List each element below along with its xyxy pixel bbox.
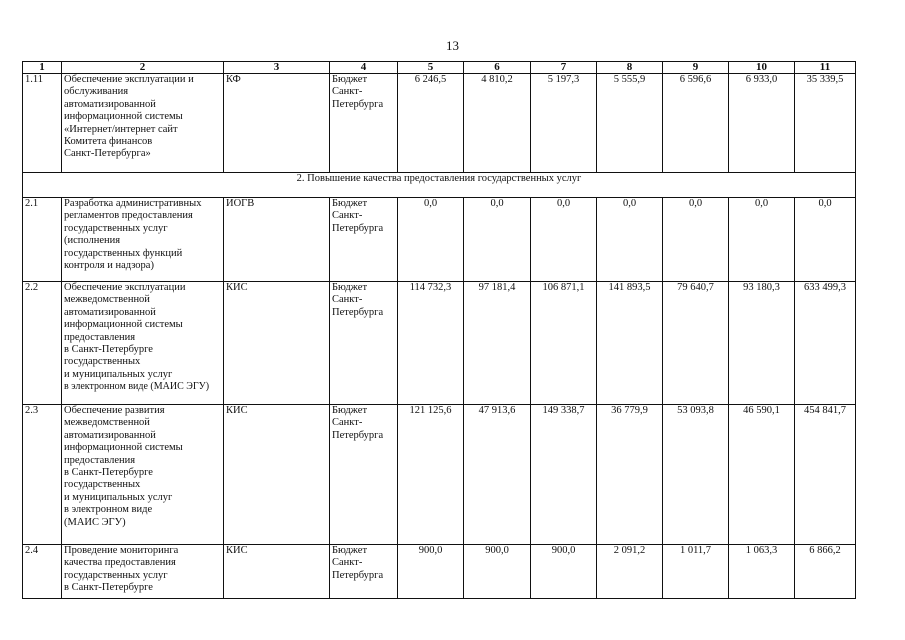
name-line: (исполнения	[64, 235, 121, 247]
value-cell: 114 732,3	[398, 282, 464, 405]
name-line: в Санкт-Петербурге	[64, 344, 153, 356]
name-line: Обеспечение эксплуатации и	[64, 74, 194, 85]
row-index: 2.3	[23, 405, 62, 545]
value-cell: 4 810,2	[464, 74, 531, 173]
source-line: Бюджет	[332, 405, 368, 416]
row-source	[330, 198, 398, 282]
source-line: Петербурга	[332, 98, 384, 110]
value-cell: 0,0	[398, 198, 464, 282]
row-name	[62, 545, 224, 599]
row-name	[62, 282, 224, 405]
value-cell: 5 197,3	[531, 74, 597, 173]
column-header: 6	[464, 62, 531, 74]
row-executor: КФ	[224, 74, 330, 173]
name-line: и муниципальных услуг	[64, 491, 173, 503]
name-line: межведомственной	[64, 417, 150, 429]
column-header: 9	[663, 62, 729, 74]
value-cell: 47 913,6	[464, 405, 531, 545]
value-cell: 93 180,3	[729, 282, 795, 405]
source-line: Санкт-	[332, 210, 363, 222]
row-index: 2.1	[23, 198, 62, 282]
row-index: 2.4	[23, 545, 62, 599]
source-line: Петербурга	[332, 569, 384, 581]
value-cell: 97 181,4	[464, 282, 531, 405]
name-line: государственных	[64, 479, 141, 491]
column-header: 1	[23, 62, 62, 74]
source-line: Санкт-	[332, 86, 363, 98]
source-line: Петербурга	[332, 222, 384, 234]
name-line: в Санкт-Петербурге	[64, 467, 153, 479]
row-index: 2.2	[23, 282, 62, 405]
value-cell: 6 866,2	[795, 545, 856, 599]
value-cell: 46 590,1	[729, 405, 795, 545]
name-line: Санкт-Петербурга»	[64, 148, 151, 160]
value-cell: 900,0	[531, 545, 597, 599]
value-cell: 121 125,6	[398, 405, 464, 545]
row-name	[62, 74, 224, 173]
section-title: 2. Повышение качества предоставления государственных услуг	[23, 173, 856, 198]
value-cell: 53 093,8	[663, 405, 729, 545]
section-row	[23, 173, 856, 198]
row-executor: ИОГВ	[224, 198, 330, 282]
column-header: 11	[795, 62, 856, 74]
value-cell: 1 011,7	[663, 545, 729, 599]
source-line: Бюджет	[332, 545, 368, 556]
value-cell: 900,0	[398, 545, 464, 599]
name-line: в электронном виде	[64, 504, 153, 516]
value-cell: 1 063,3	[729, 545, 795, 599]
name-line: автоматизированной	[64, 429, 156, 441]
name-line: информационной системы	[64, 442, 183, 454]
name-line: межведомственной	[64, 294, 150, 306]
name-line: государственных услуг	[64, 569, 168, 581]
table-row	[23, 74, 856, 173]
name-line: Разработка административных	[64, 198, 202, 209]
row-source	[330, 282, 398, 405]
column-header: 7	[531, 62, 597, 74]
source-line: Бюджет	[332, 282, 368, 293]
column-header: 3	[224, 62, 330, 74]
value-cell: 2 091,2	[597, 545, 663, 599]
row-source	[330, 74, 398, 173]
value-cell: 79 640,7	[663, 282, 729, 405]
table-row	[23, 545, 856, 599]
name-line: Комитета финансов	[64, 136, 153, 148]
source-line: Петербурга	[332, 306, 384, 318]
name-line: Обеспечение развития	[64, 405, 165, 416]
name-line: контроля и надзора)	[64, 260, 154, 272]
value-cell: 0,0	[597, 198, 663, 282]
name-line: обслуживания	[64, 86, 129, 98]
name-line: «Интернет/интернет сайт	[64, 123, 178, 135]
name-line: предоставления	[64, 454, 136, 466]
row-name	[62, 198, 224, 282]
source-line: Санкт-	[332, 294, 363, 306]
value-cell: 141 893,5	[597, 282, 663, 405]
name-line: государственных услуг	[64, 222, 168, 234]
name-line: Обеспечение эксплуатации	[64, 282, 186, 293]
source-line: Санкт-	[332, 557, 363, 569]
budget-table	[22, 61, 856, 599]
name-line: государственных	[64, 356, 141, 368]
value-cell: 0,0	[729, 198, 795, 282]
column-header: 4	[330, 62, 398, 74]
value-cell: 36 779,9	[597, 405, 663, 545]
column-header: 10	[729, 62, 795, 74]
value-cell: 6 596,6	[663, 74, 729, 173]
name-line: и муниципальных услуг	[64, 368, 173, 380]
row-source	[330, 545, 398, 599]
value-cell: 106 871,1	[531, 282, 597, 405]
value-cell: 0,0	[663, 198, 729, 282]
source-line: Петербурга	[332, 429, 384, 441]
value-cell: 0,0	[531, 198, 597, 282]
column-header: 8	[597, 62, 663, 74]
value-cell: 0,0	[795, 198, 856, 282]
source-line: Санкт-	[332, 417, 363, 429]
value-cell: 454 841,7	[795, 405, 856, 545]
name-line: информационной системы	[64, 319, 183, 331]
row-executor: КИС	[224, 545, 330, 599]
row-name	[62, 405, 224, 545]
header-row	[23, 62, 856, 74]
value-cell: 0,0	[464, 198, 531, 282]
value-cell: 6 246,5	[398, 74, 464, 173]
name-line: автоматизированной	[64, 306, 156, 318]
value-cell: 900,0	[464, 545, 531, 599]
value-cell: 6 933,0	[729, 74, 795, 173]
name-line: качества предоставления	[64, 557, 176, 569]
name-line: Проведение мониторинга	[64, 545, 179, 556]
source-line: Бюджет	[332, 74, 368, 85]
page-number: 13	[446, 38, 459, 53]
table-row	[23, 282, 856, 405]
name-line: в электронном виде (МАИС ЭГУ)	[64, 381, 210, 393]
row-executor: КИС	[224, 405, 330, 545]
row-executor: КИС	[224, 282, 330, 405]
value-cell: 633 499,3	[795, 282, 856, 405]
name-line: информационной системы	[64, 111, 183, 123]
source-line: Бюджет	[332, 198, 368, 209]
value-cell: 5 555,9	[597, 74, 663, 173]
name-line: предоставления	[64, 331, 136, 343]
value-cell: 35 339,5	[795, 74, 856, 173]
column-header: 2	[62, 62, 224, 74]
name-line: регламентов предоставления	[64, 210, 193, 222]
name-line: автоматизированной	[64, 98, 156, 110]
value-cell: 149 338,7	[531, 405, 597, 545]
name-line: в Санкт-Петербурге	[64, 582, 153, 594]
name-line: государственных функций	[64, 247, 183, 259]
column-header: 5	[398, 62, 464, 74]
table-row	[23, 198, 856, 282]
row-index: 1.11	[23, 74, 62, 173]
name-line: (МАИС ЭГУ)	[64, 516, 126, 528]
row-source	[330, 405, 398, 545]
table-row	[23, 405, 856, 545]
